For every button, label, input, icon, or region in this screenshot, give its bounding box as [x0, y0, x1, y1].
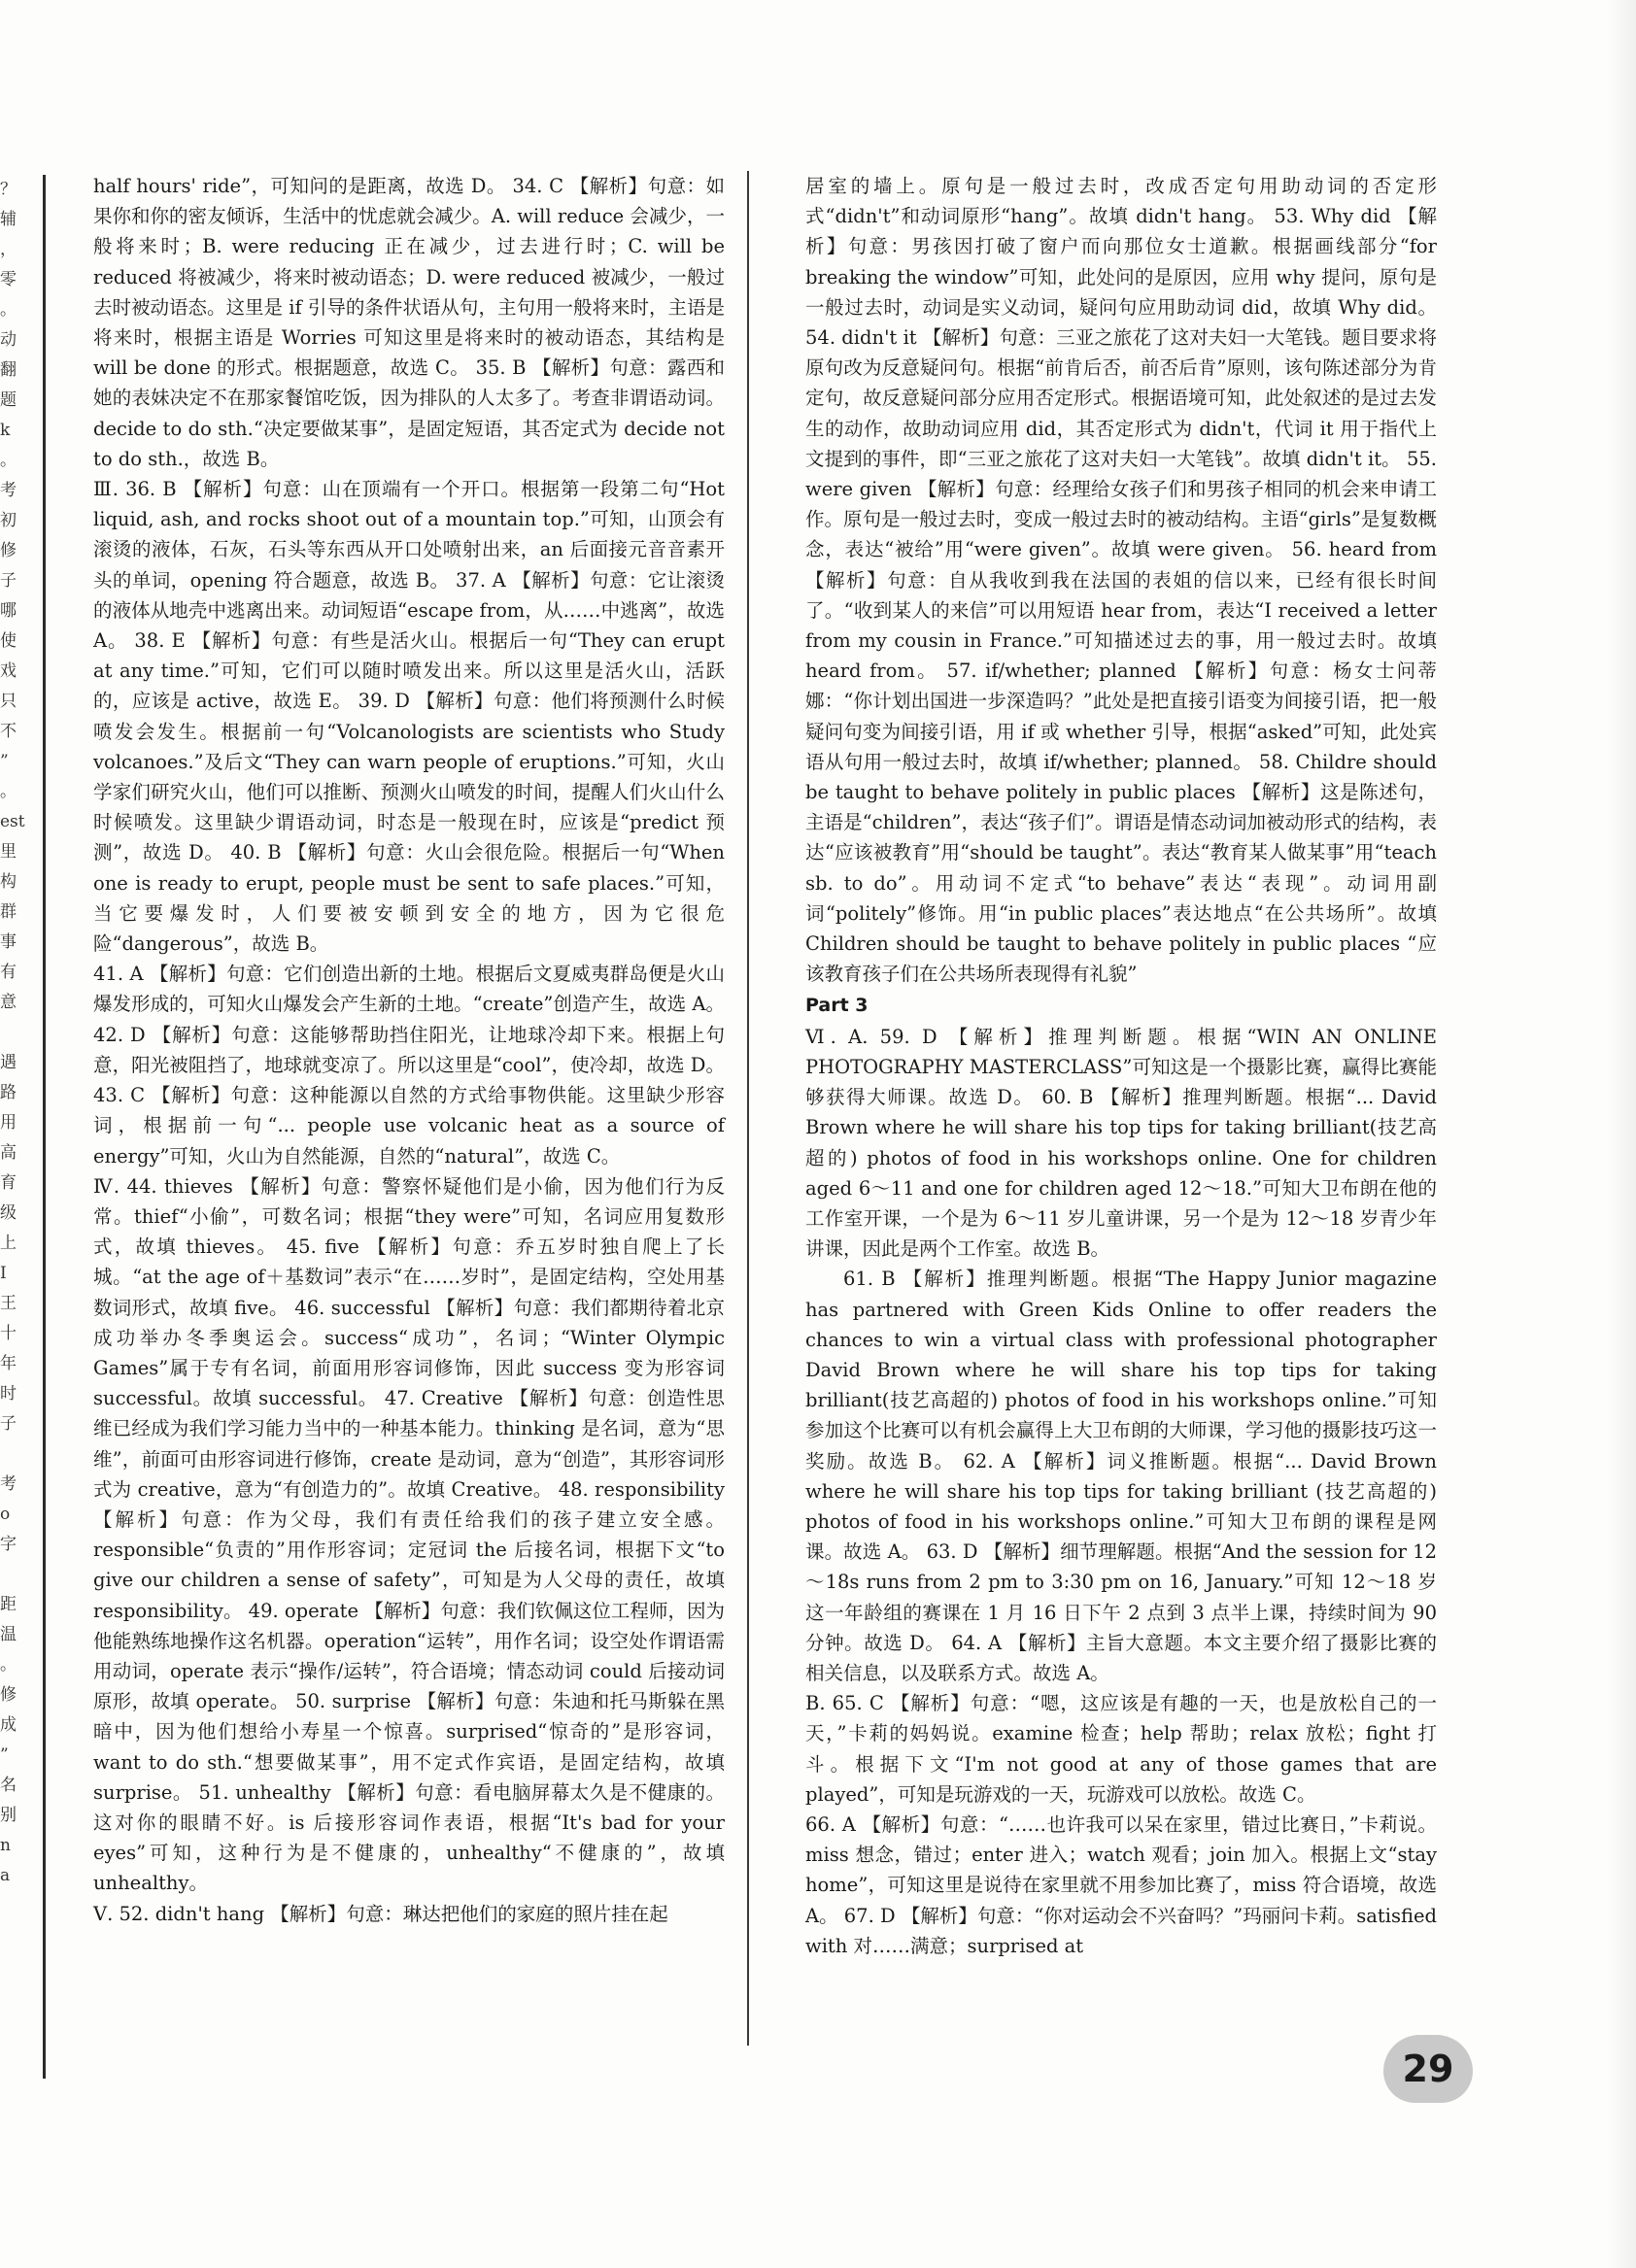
page-number-badge: 29: [1383, 2035, 1473, 2103]
answer-block-section-6-59-60: Ⅵ. A. 59. D 【解析】推理判断题。根据“WIN AN ONLINE PHOTOGRAPHY MASTERCLASS”可知这是一个摄影比赛，赢得比赛能够获得大师课。故选 D。 60. B 【解析】推理判断题。根据“... David Brown where he will share his top tips for taking brilliant(技艺高超的) photos of food in his workshops online. One for children aged 6～11 and one for children aged 12～18.”可知大卫布朗在他的工作室开课，一个是为 6～11 岁儿童讲课，另一个是为 12～18 岁青少年讲课，因此是两个工作室。故选 B。: [805, 1025, 1437, 1261]
answer-block-34-35: half hours' ride”，可知问的是距离，故选 D。 34. C 【解析】句意：如果你和你的密友倾诉，生活中的忧虑就会减少。A. will reduce 会减少，一般将来时；B. were reducing 正在减少，过去进行时；C. will be reduced 将被减少，将来时被动语态；D. were reduced 被减少，一般过去时被动语态。这里是 if 引导的条件状语从句，主句用一般将来时，主语是将来时，根据主语是 Worries 可知这里是将来时的被动语态，其结构是 will be done 的形式。根据题意，故选 C。 35. B 【解析】句意：露西和她的表妹决定不在那家餐馆吃饭，因为排队的人太多了。考查非谓语动词。decide to do sth.“决定要做某事”，是固定短语，其否定式为 decide not to do sth.，故选 B。: [93, 175, 725, 470]
scan-edge-shadow: [1607, 0, 1636, 2268]
binding-divider-line: [43, 175, 46, 2079]
left-margin-text-fragments: ？ 辅 ， 零 。 动 翻 题 k 。 考 初 修 子 哪 使 戏 只 不 ” 。 est 里 构 群 事 有 意 遇 路 用 高 育 级 上 I 王 十 年 时 子 考 o 字 距 温 。 修 成 ” 名 别 n a: [0, 180, 25, 1885]
answer-block-section-5-52: Ⅴ. 52. didn't hang 【解析】句意：琳达把他们的家庭的照片挂在起: [93, 1902, 668, 1925]
answer-block-61-64: 61. B 【解析】推理判断题。根据“The Happy Junior magazine has partnered with Green Kids Online to offer readers the chances to win a virtual class with professional photographer David Brown where he will share his top tips for taking brilliant(技艺高超的) photos of food in his workshops online.”可知参加这个比赛可以有机会赢得上大卫布朗的大师课，学习他的摄影技巧这一奖励。故选 B。 62. A 【解析】词义推断题。根据“... David Brown where he will share his top tips for taking brilliant (技艺高超的) photos of food in his workshops online.”可知大卫布朗的课程是网课。故选 A。 63. D 【解析】细节理解题。根据“And the session for 12～18s runs from 2 pm to 3:30 pm on 16, January.”可知 12～18 岁这一年龄组的赛课在 1 月 16 日下午 2 点到 3 点半上课，持续时间为 90 分钟。故选 D。 64. A 【解析】主旨大意题。本文主要介绍了摄影比赛的相关信息，以及联系方式。故选 A。: [805, 1268, 1437, 1684]
left-column: [93, 171, 725, 1929]
right-column: [805, 171, 1437, 1961]
column-divider: [747, 171, 749, 2046]
answer-block-section-3-36-40: Ⅲ. 36. B 【解析】句意：山在顶端有一个开口。根据第一段第二句“Hot liquid, ash, and rocks shoot out of a mountain top.”可知，山顶会有滚烫的液体，石灰，石头等东西从开口处喷射出来，an 后面接元音音素开头的单词，opening 符合题意，故选 B。 37. A 【解析】句意：它让滚烫的液体从地壳中逃离出来。动词短语“escape from，从……中逃离”，故选 A。 38. E 【解析】句意：有些是活火山。根据后一句“They can erupt at any time.”可知，它们可以随时喷发出来。所以这里是活火山，活跃的，应该是 active，故选 E。 39. D 【解析】句意：他们将预测什么时候喷发会发生。根据前一句“Volcanologists are scientists who Study volcanoes.”及后文“They can warn people of eruptions.”可知，火山学家们研究火山，他们可以推断、预测火山喷发的时间，提醒人们火山什么时候喷发。这里缺少谓语动词，时态是一般现在时，应该是“predict 预测”，故选 D。 40. B 【解析】句意：火山会很危险。根据后一句“When one is ready to erupt, people must be sent to safe places.”可知，当它要爆发时，人们要被安顿到安全的地方，因为它很危险“dangerous”，故选 B。: [93, 478, 725, 956]
section-title-part-3: Part 3: [805, 995, 869, 1017]
answer-block-66-67: 66. A 【解析】句意：“……也许我可以呆在家里，错过比赛日，”卡莉说。miss 想念，错过；enter 进入；watch 观看；join 加入。根据上文“stay home”，可知这里是说待在家里就不用参加比赛了，miss 符合语境，故选 A。 67. D 【解析】句意：“你对运动会不兴奋吗？”玛丽问卡莉。satisfied with 对……满意；surprised at: [805, 1812, 1438, 1957]
answer-block-41-43: 41. A 【解析】句意：它们创造出新的土地。根据后文夏威夷群岛便是火山爆发形成的，可知火山爆发会产生新的土地。“create”创造产生，故选 A。 42. D 【解析】句意：这能够帮助挡住阳光，让地球冷却下来。根据上句意，阳光被阻挡了，地球就变凉了。所以这里是“cool”，使冷却，故选 D。 43. C 【解析】句意：这种能源以自然的方式给事物供能。这里缺少形容词，根据前一句“... people use volcanic heat as a source of energy”可知，火山为自然能源，自然的“natural”，故选 C。: [93, 963, 725, 1168]
answer-block-b-65: B. 65. C 【解析】句意：“嗯，这应该是有趣的一天，也是放松自己的一天，”卡莉的妈妈说。examine 检查；help 帮助；relax 放松；fight 打斗。根据下文“I'm not good at any of those games that are played”，可知是玩游戏的一天，玩游戏可以放松。故选 C。: [805, 1692, 1437, 1806]
answer-block-section-4-44-51: Ⅳ. 44. thieves 【解析】句意：警察怀疑他们是小偷，因为他们行为反常。thief“小偷”，可数名词；根据“they were”可知，名词应用复数形式，故填 thieves。 45. five 【解析】句意：乔五岁时独自爬上了长城。“at the age of＋基数词”表示“在……岁时”，是固定结构，空处用基数词形式，故填 five。 46. successful 【解析】句意：我们都期待着北京成功举办冬季奥运会。success“成功”，名词；“Winter Olympic Games”属于专有名词，前面用形容词修饰，因此 success 变为形容词 successful。故填 successful。 47. Creative 【解析】句意：创造性思维已经成为我们学习能力当中的一种基本能力。thinking 是名词，意为“思维”，前面可由形容词进行修饰，create 是动词，意为“创造”，其形容词形式为 creative，意为“有创造力的”。故填 Creative。 48. responsibility 【解析】句意：作为父母，我们有责任给我们的孩子建立安全感。responsible“负责的”用作形容词；定冠词 the 后接名词，根据下文“to give our children a sense of safety”，可知是为人父母的责任，故填 responsibility。 49. operate 【解析】句意：我们钦佩这位工程师，因为他能熟练地操作这名机器。operation“运转”，用作名词；设空处作谓语需用动词，operate 表示“操作/运转”，符合语境；情态动词 could 后接动词原形，故填 operate。 50. surprise 【解析】句意：朱迪和托马斯躲在黑暗中，因为他们想给小寿星一个惊喜。surprised“惊奇的”是形容词，want to do sth.“想要做某事”，用不定式作宾语，是固定结构，故填 surprise。 51. unhealthy 【解析】句意：看电脑屏幕太久是不健康的。这对你的眼睛不好。is 后接形容词作表语，根据“It's bad for your eyes”可知，这种行为是不健康的，unhealthy“不健康的”，故填 unhealthy。: [93, 1174, 725, 1895]
answer-block-52-58: 居室的墙上。原句是一般过去时，改成否定句用助动词的否定形式“didn't”和动词原形“hang”。故填 didn't hang。 53. Why did 【解析】句意：男孩因打破了窗户而向那位女士道歉。根据画线部分“for breaking the window”可知，此处问的是原因，应用 why 提问，原句是一般过去时，动词是实义动词，疑问句应用助动词 did，故填 Why did。 54. didn't it 【解析】句意：三亚之旅花了这对夫妇一大笔钱。题目要求将原句改为反意疑问句。根据“前肯后否，前否后肯”原则，该句陈述部分为肯定句，故反意疑问部分应用否定形式。根据语境可知，此处叙述的是过去发生的动作，故助动词应用 did，其否定形式为 didn't，代词 it 用于指代上文提到的事件，即“三亚之旅花了这对夫妇一大笔钱”。故填 didn't it。 55. were given 【解析】句意：经理给女孩子们和男孩子相同的机会来申请工作。原句是一般过去时，变成一般过去时的被动结构。主语“girls”是复数概念，表达“被给”用“were given”。故填 were given。 56. heard from 【解析】句意：自从我收到我在法国的表姐的信以来，已经有很长时间了。“收到某人的来信”可以用短语 hear from，表达“I received a letter from my cousin in France.”可知描述过去的事，用一般过去时。故填 heard from。 57. if/whether; planned 【解析】句意：杨女士问蒂娜：“你计划出国进一步深造吗？”此处是把直接引语变为间接引语，把一般疑问句变为间接引语，用 if 或 whether 引导，根据“asked”可知，此处宾语从句用一般过去时，故填 if/whether; planned。 58. Childre should be taught to behave politely in public places 【解析】这是陈述句，主语是“children”，表达“孩子们”。谓语是情态动词加被动形式的结构，表达“应该被教育”用“should be taught”。表达“教育某人做某事”用“teach sb. to do”。用动词不定式“to behave”表达“表现”。动词用副词“politely”修饰。用“in public places”表达地点“在公共场所”。故填 Children should be taught to behave politely in public places “应该教育孩子们在公共场所表现得有礼貌”: [805, 175, 1437, 986]
